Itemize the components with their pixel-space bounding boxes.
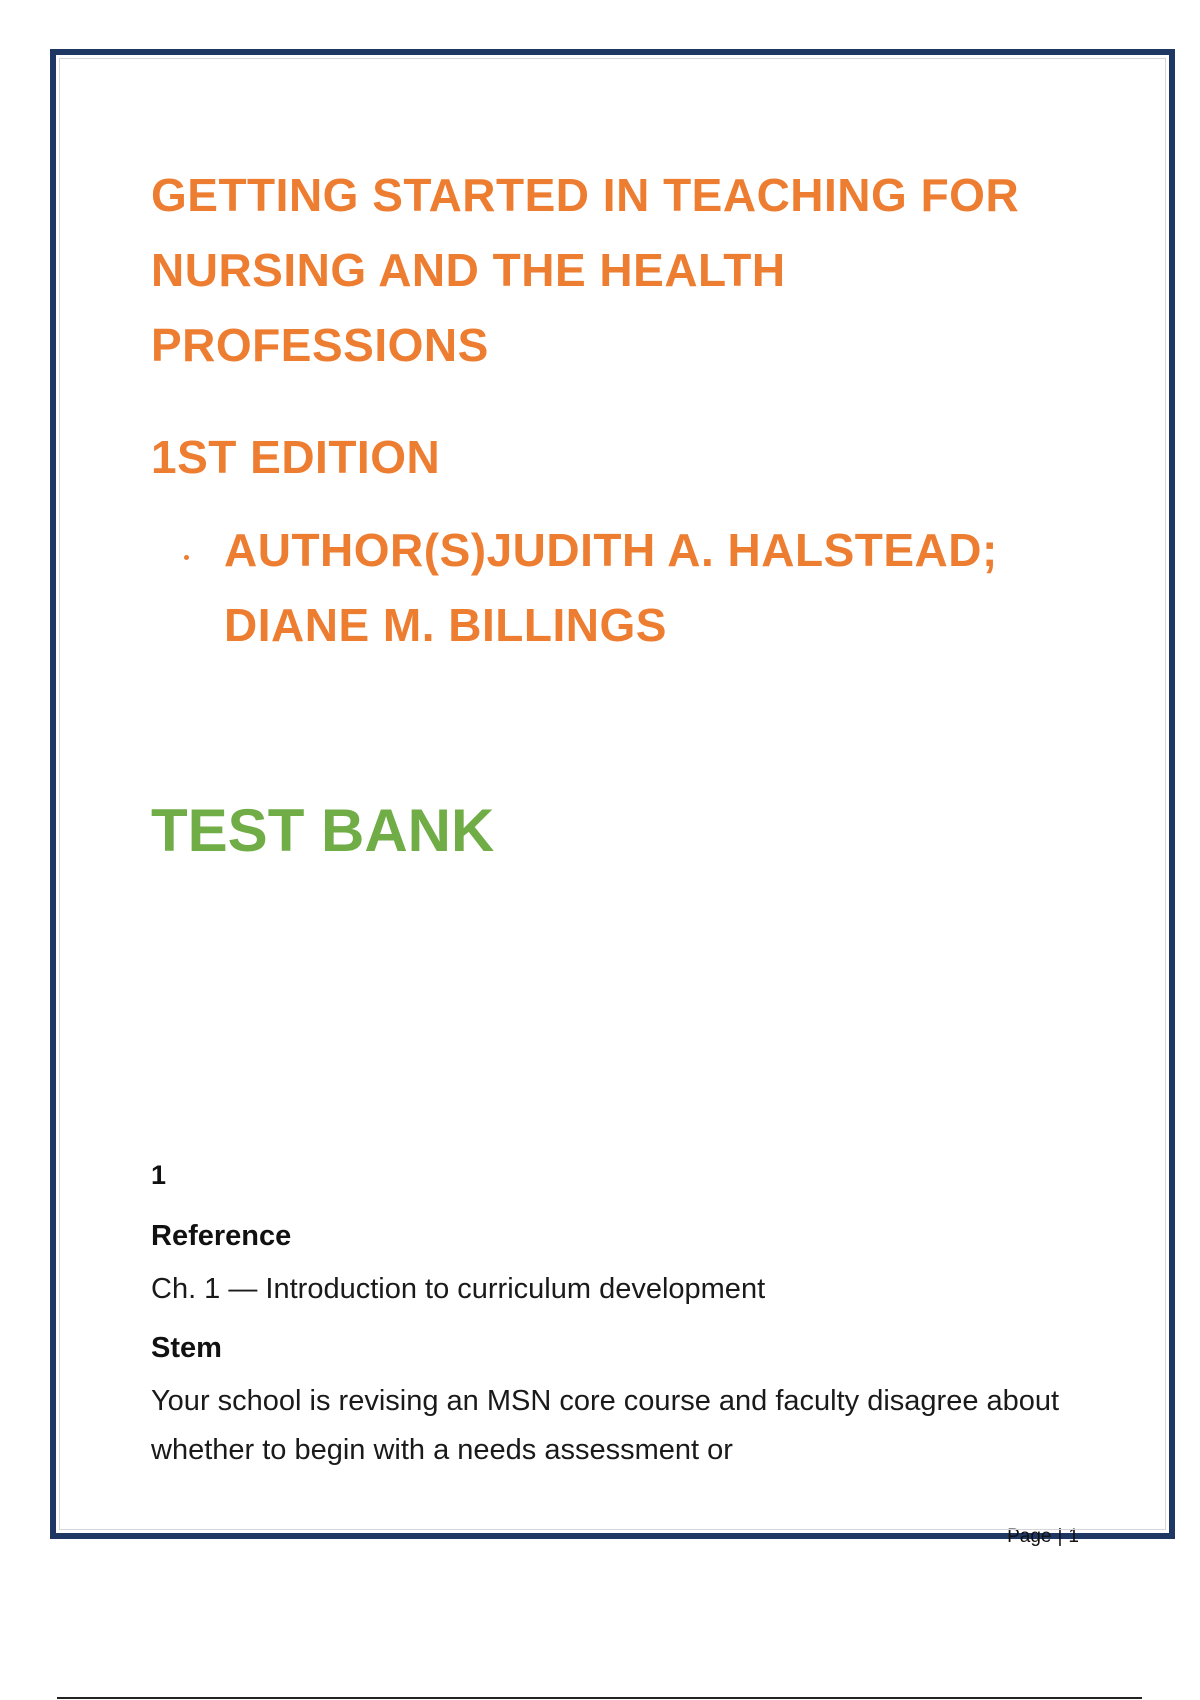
reference-text: Ch. 1 — Introduction to curriculum development [151,1273,766,1305]
stem-label: Stem [151,1332,222,1364]
page-footer [1007,1526,1079,1548]
question-number: 1 [151,1160,167,1190]
page-label: Page [1007,1526,1052,1547]
edition-label: 1ST EDITION [151,431,441,483]
page-number: 1 [1068,1526,1079,1547]
authors-text: AUTHOR(S)JUDITH A. HALSTEAD; DIANE M. BILLINGS [224,524,998,651]
page-border [50,49,1175,1547]
authors-item [151,513,1071,663]
book-title: GETTING STARTED IN TEACHING FOR NURSING AND THE HEALTH PROFESSIONS [151,169,1020,371]
bullet-icon [184,555,189,560]
page-separator: | [1057,1526,1063,1547]
reference-label: Reference [151,1220,292,1252]
test-bank-heading: TEST BANK [151,797,495,864]
bottom-rule [57,1697,1142,1699]
authors-list [151,513,1071,663]
stem-text: Your school is revising an MSN core course and faculty disagree about whether to begin with a needs assessment or [151,1385,1060,1466]
